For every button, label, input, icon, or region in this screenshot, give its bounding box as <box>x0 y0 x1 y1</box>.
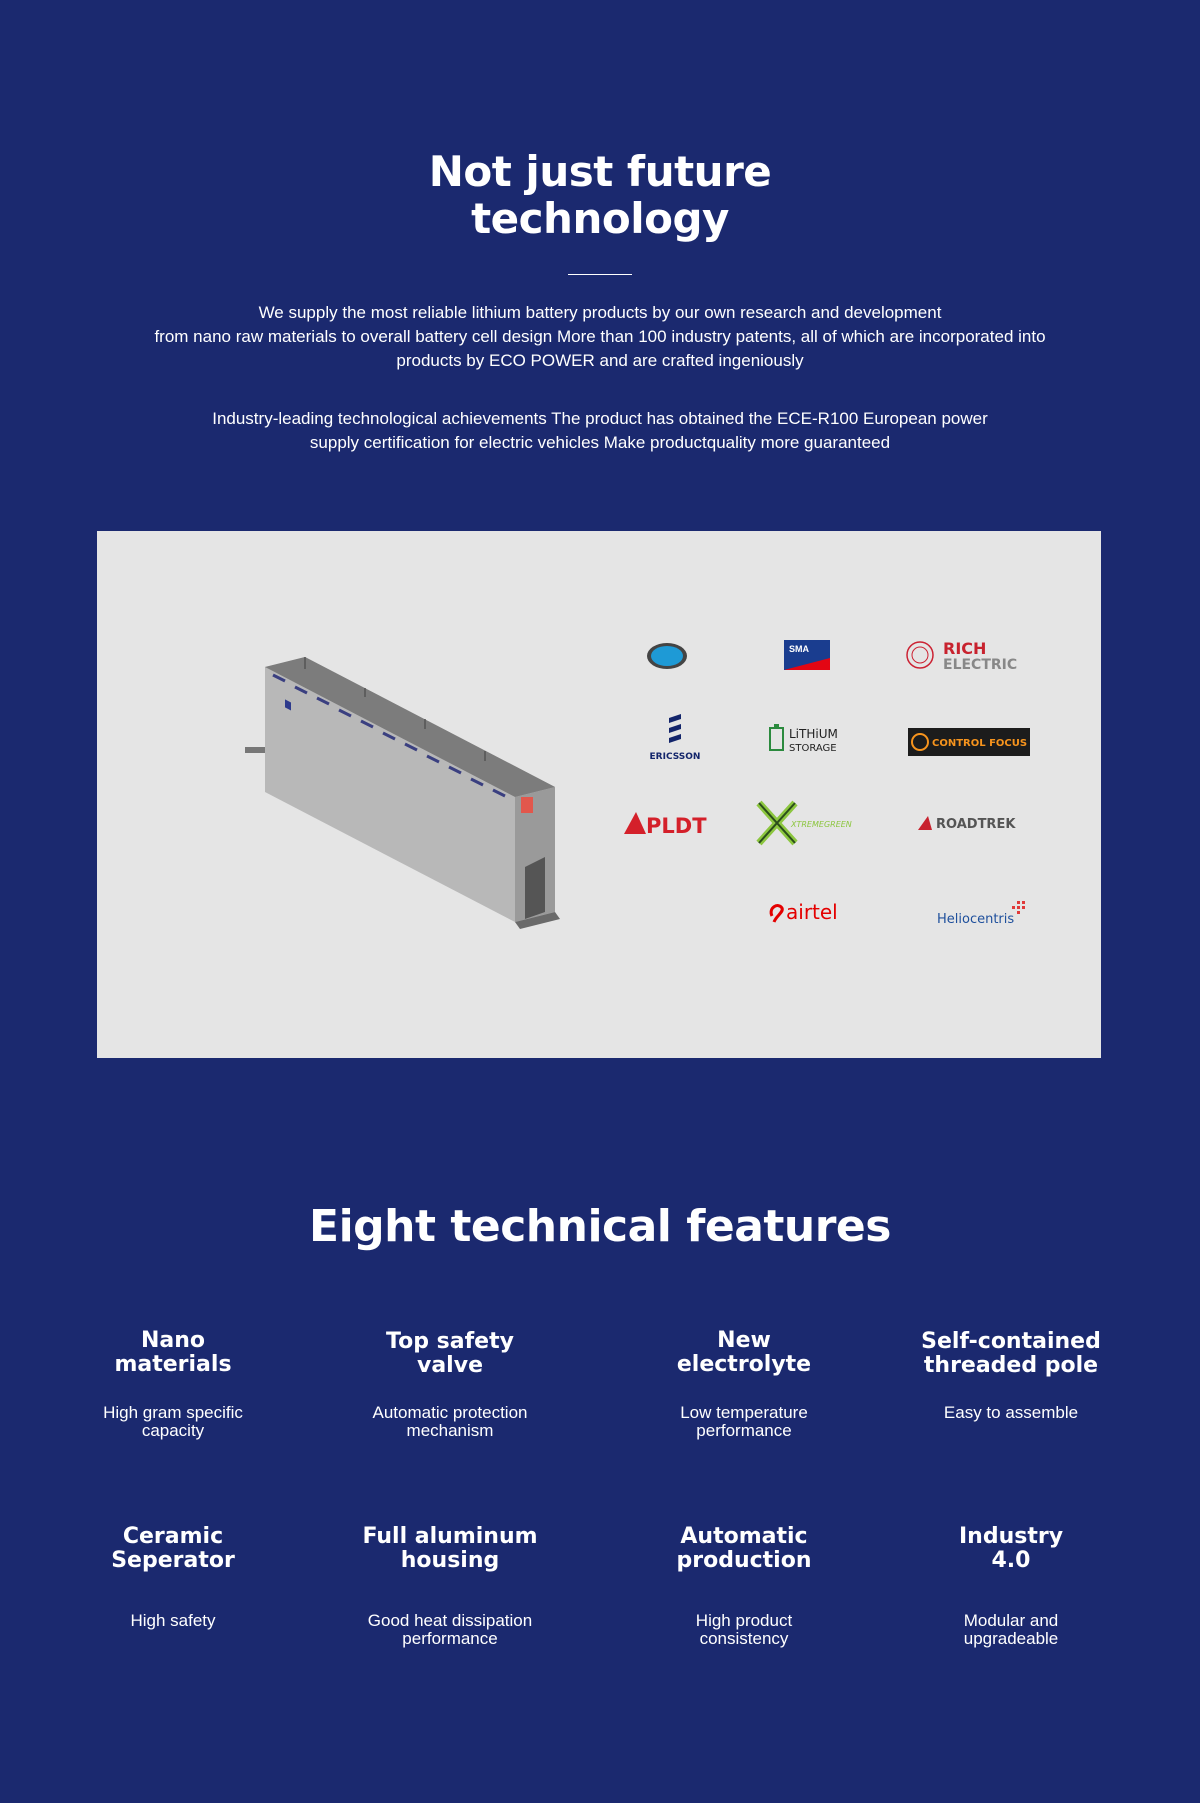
feature-name <box>614 1329 874 1377</box>
feature-description-line: performance <box>696 1421 792 1440</box>
features-title: Eight technical features <box>309 1201 891 1252</box>
product-showcase-panel <box>97 531 1101 1058</box>
feature-name-line: Ceramic <box>122 1524 224 1549</box>
feature-description <box>881 1612 1141 1648</box>
feature-name <box>881 1330 1141 1378</box>
partner-logo-evi <box>637 634 697 678</box>
hero-paragraph-line: products by ECO POWER and are crafted ingeniously <box>396 351 804 370</box>
svg-text:RICH: RICH <box>943 639 987 658</box>
feature-ceramic-seperator <box>43 1524 303 1630</box>
feature-name-line: Automatic <box>680 1524 808 1549</box>
svg-text:ERICSSON: ERICSSON <box>649 752 701 762</box>
feature-top-safety-valve <box>320 1329 580 1440</box>
feature-description <box>320 1404 580 1440</box>
partner-logo-xtremegreen <box>755 799 869 847</box>
feature-name-line: housing <box>400 1548 500 1573</box>
feature-description <box>43 1612 303 1630</box>
partner-logo-roadtrek <box>915 811 1035 835</box>
feature-description <box>43 1404 303 1440</box>
feature-description-line: consistency <box>699 1629 789 1648</box>
feature-name <box>320 1525 580 1573</box>
feature-description-line: High gram specific <box>103 1403 243 1422</box>
heliocentris-logo-icon <box>935 899 1031 929</box>
feature-description-line: High product <box>695 1611 793 1630</box>
lithium-storage-logo-icon <box>767 724 863 754</box>
ericsson-logo-icon <box>639 714 711 764</box>
feature-nano-materials <box>43 1328 303 1440</box>
feature-description-line: Modular and <box>963 1611 1059 1630</box>
feature-full-aluminum-housing <box>320 1524 580 1648</box>
feature-description-line: mechanism <box>406 1421 494 1440</box>
feature-description-line: Low temperature <box>680 1403 808 1422</box>
hero-paragraph-line: Industry-leading technological achievements The product has obtained the ECE-R100 European power <box>212 409 988 428</box>
feature-name-line: New <box>717 1328 771 1353</box>
svg-text:LiTHiUM: LiTHiUM <box>789 727 838 741</box>
hero-title-line: Not just future <box>428 147 772 196</box>
hero-paragraph-line: We supply the most reliable lithium battery products by our own research and development <box>258 303 942 322</box>
control-focus-logo-icon <box>908 728 1030 756</box>
feature-description <box>320 1612 580 1648</box>
feature-description-line: capacity <box>141 1421 205 1440</box>
svg-text:SMA: SMA <box>789 644 809 654</box>
feature-automatic-production <box>614 1524 874 1648</box>
hero-paragraph-line: from nano raw materials to overall battery cell design More than 100 industry patents, all of which are incorporated into <box>154 327 1046 346</box>
feature-name-line: electrolyte <box>676 1352 812 1377</box>
feature-description <box>614 1612 874 1648</box>
roadtrek-logo-icon <box>916 812 1034 834</box>
partner-logo-control-focus <box>907 727 1031 757</box>
svg-text:Heliocentris: Heliocentris <box>937 912 1015 927</box>
svg-text:CONTROL FOCUS: CONTROL FOCUS <box>932 738 1028 749</box>
feature-name-line: Full aluminum <box>362 1524 538 1549</box>
partner-logo-lithium-storage <box>765 721 865 757</box>
hero-title <box>0 148 1200 242</box>
partner-logo-pldt <box>621 809 711 839</box>
xtremegreen-logo-icon <box>755 799 869 847</box>
feature-name-line: 4.0 <box>991 1548 1031 1573</box>
feature-description-line: High safety <box>130 1611 216 1630</box>
feature-name-line: Top safety <box>386 1329 514 1354</box>
feature-name <box>43 1525 303 1573</box>
svg-text:airtel: airtel <box>786 900 838 924</box>
feature-name <box>614 1525 874 1573</box>
feature-name <box>881 1525 1141 1573</box>
battery-module-image <box>245 657 685 957</box>
feature-description-line: upgradeable <box>963 1629 1059 1648</box>
feature-name-line: Nano <box>140 1328 206 1353</box>
feature-description <box>614 1404 874 1440</box>
svg-text:XTREMEGREEN: XTREMEGREEN <box>791 820 852 829</box>
hero-paragraph-research <box>100 301 1100 373</box>
feature-new-electrolyte <box>614 1328 874 1440</box>
partner-logo-sma <box>779 636 835 674</box>
pldt-logo-icon <box>622 810 710 838</box>
sma-logo-icon <box>784 640 830 670</box>
partner-logo-ericsson <box>635 714 715 764</box>
feature-name-line: Self-contained <box>921 1329 1101 1354</box>
feature-name-line: production <box>676 1548 812 1573</box>
feature-name-line: materials <box>114 1352 232 1377</box>
feature-name <box>320 1330 580 1378</box>
feature-name-line: valve <box>417 1353 483 1378</box>
feature-name-line: threaded pole <box>923 1353 1099 1378</box>
partner-logo-heliocentris <box>935 899 1031 929</box>
feature-description <box>881 1404 1141 1422</box>
feature-name <box>43 1329 303 1377</box>
evi-logo-icon <box>645 640 689 672</box>
svg-text:ROADTREK: ROADTREK <box>936 817 1016 832</box>
partner-logo-rich-electric <box>905 634 1029 676</box>
airtel-logo-icon <box>766 898 854 926</box>
partner-logo-airtel <box>765 897 855 927</box>
feature-name-line: Industry <box>958 1524 1064 1549</box>
hero-paragraph-certification <box>100 407 1100 455</box>
rich-electric-logo-icon <box>905 637 1029 673</box>
hero-title-line: technology <box>471 194 729 243</box>
feature-description-line: Automatic protection <box>372 1403 528 1422</box>
svg-text:PLDT: PLDT <box>646 814 707 838</box>
svg-text:ELECTRIC: ELECTRIC <box>943 657 1018 673</box>
feature-name-line: Seperator <box>111 1548 235 1573</box>
feature-description-line: Good heat dissipation <box>367 1611 533 1630</box>
hero-paragraph-line: supply certification for electric vehicles Make productquality more guaranteed <box>309 433 891 452</box>
title-divider <box>568 274 632 275</box>
feature-description-line: performance <box>402 1629 498 1648</box>
svg-text:STORAGE: STORAGE <box>789 743 837 754</box>
feature-description-line: Easy to assemble <box>943 1403 1079 1422</box>
feature-industry-4-0 <box>881 1524 1141 1648</box>
feature-self-contained-threaded-pole <box>881 1329 1141 1422</box>
